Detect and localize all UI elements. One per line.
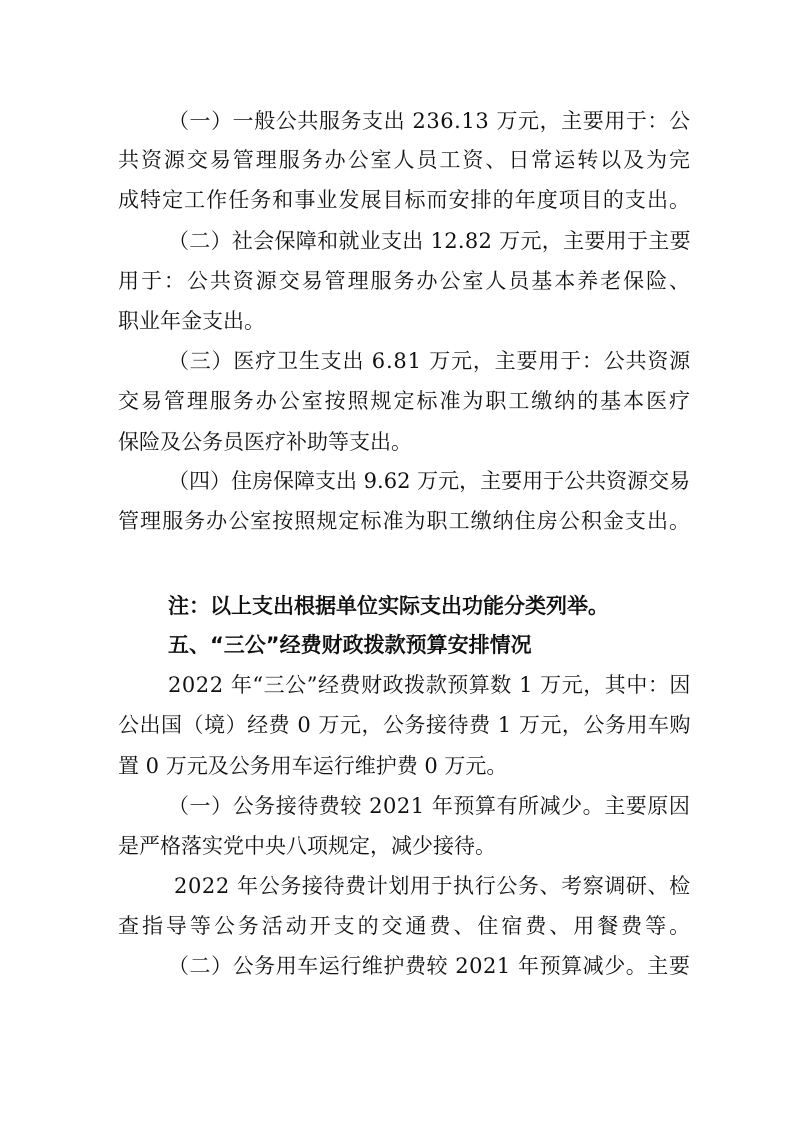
paragraph-line: （一）公务接待费较 2021 年预算有所减少。主要原因 <box>168 794 691 818</box>
paragraph-line: 用于：公共资源交易管理服务办公室人员基本养老保险、 <box>118 269 692 293</box>
paragraph-line: 是严格落实党中央八项规定，减少接待。 <box>118 834 496 858</box>
paragraph-line: （四）住房保障支出 9.62 万元，主要用于公共资源交易 <box>168 469 691 493</box>
paragraph-line: 管理服务办公室按照规定标准为职工缴纳住房公积金支出。 <box>118 509 692 533</box>
paragraph-line: 查指导等公务活动开支的交通费、住宿费、用餐费等。 <box>118 914 694 938</box>
paragraph-line: 共资源交易管理服务办公室人员工资、日常运转以及为完 <box>118 148 692 172</box>
paragraph-line: （三）医疗卫生支出 6.81 万元，主要用于：公共资源 <box>168 349 691 373</box>
paragraph-line: 交易管理服务办公室按照规定标准为职工缴纳的基本医疗 <box>118 389 692 413</box>
section-heading: 五、“三公”经费财政拨款预算安排情况 <box>168 633 532 657</box>
paragraph-line: 2022 年公务接待费计划用于执行公务、考察调研、检 <box>174 874 691 898</box>
note-line: 注：以上支出根据单位实际支出功能分类列举。 <box>168 594 609 618</box>
paragraph-line: （二）社会保障和就业支出 12.82 万元，主要用于主要 <box>168 229 691 253</box>
paragraph-line: 保险及公务员医疗补助等支出。 <box>118 430 412 454</box>
paragraph-line: 置 0 万元及公务用车运行维护费 0 万元。 <box>118 754 508 778</box>
paragraph-line: 职业年金支出。 <box>118 309 265 333</box>
paragraph-line: （一）一般公共服务支出 236.13 万元，主要用于：公 <box>168 109 691 133</box>
paragraph-line: 成特定工作任务和事业发展目标而安排的年度项目的支出。 <box>118 188 692 212</box>
paragraph-line: 公出国（境）经费 0 万元，公务接待费 1 万元，公务用车购 <box>118 713 692 737</box>
paragraph-line: 2022 年“三公”经费财政拨款预算数 1 万元，其中：因 <box>168 673 691 697</box>
paragraph-line: （二）公务用车运行维护费较 2021 年预算减少。主要 <box>168 954 691 978</box>
